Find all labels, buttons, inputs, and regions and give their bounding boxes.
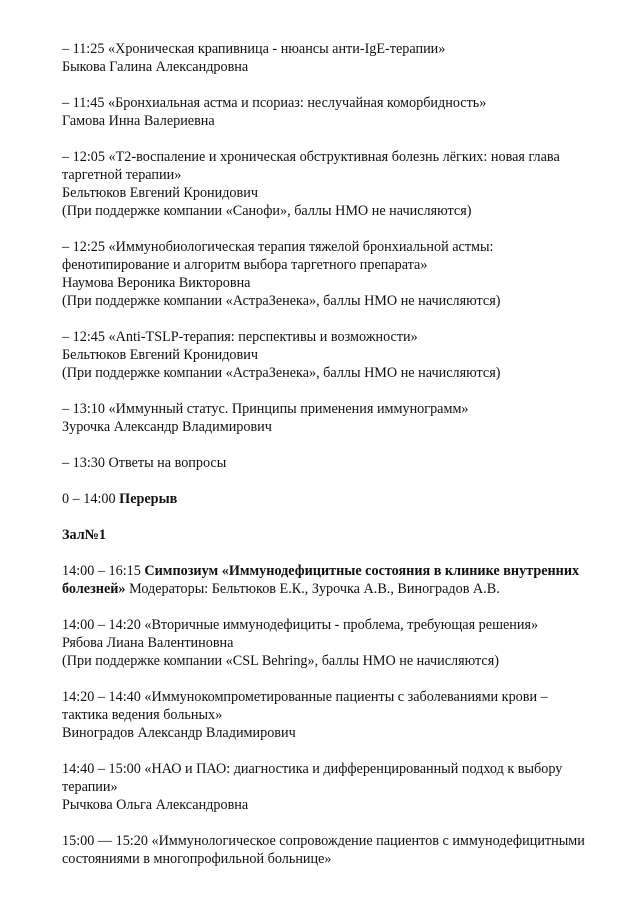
talk-title: «Anti-TSLP-терапия: перспективы и возможности» bbox=[108, 329, 418, 345]
talk-title-line1: «Иммунобиологическая терапия тяжелой бронхиальной астмы: bbox=[108, 239, 494, 255]
talk-item bbox=[62, 760, 622, 814]
speaker-name: Рябова Лиана Валентиновна bbox=[62, 635, 234, 651]
talk-title-line2: тактика ведения больных» bbox=[62, 707, 223, 723]
schedule-item bbox=[62, 148, 622, 220]
hall-heading-block bbox=[62, 526, 622, 544]
schedule-item bbox=[62, 328, 622, 382]
time-slot: – 13:30 bbox=[62, 455, 105, 471]
talk-item bbox=[62, 616, 622, 670]
symposium-item bbox=[62, 562, 622, 598]
talk-title-line1: «НАО и ПАО: диагностика и дифференцированный подход к выбору bbox=[144, 761, 563, 777]
schedule-item bbox=[62, 238, 622, 310]
talk-title: «Хроническая крапивница - нюансы анти-IgE-терапии» bbox=[107, 41, 446, 57]
speaker-name: Зурочка Александр Владимирович bbox=[62, 419, 272, 435]
talk-title-line1: «Иммунологическое сопровождение пациентов с иммунодефицитными bbox=[151, 833, 585, 849]
sponsor-note: (При поддержке компании «Санофи», баллы НМО не начисляются) bbox=[62, 203, 472, 219]
time-slot: – 12:05 bbox=[62, 149, 105, 165]
talk-item bbox=[62, 832, 622, 868]
talk-title-line1: «Иммунокомпрометированные пациенты с заболеваниями крови – bbox=[144, 689, 548, 705]
time-slot: 15:00 — 15:20 bbox=[62, 833, 148, 849]
time-slot: 14:40 – 15:00 bbox=[62, 761, 141, 777]
time-slot: 14:00 – 14:20 bbox=[62, 617, 141, 633]
speaker-name: Виноградов Александр Владимирович bbox=[62, 725, 296, 741]
talk-title: Ответы на вопросы bbox=[108, 455, 227, 471]
speaker-name: Быкова Галина Александровна bbox=[62, 59, 249, 75]
talk-title: «Иммунный статус. Принципы применения иммунограмм» bbox=[108, 401, 469, 417]
schedule-item bbox=[62, 40, 622, 76]
time-slot: 14:20 – 14:40 bbox=[62, 689, 141, 705]
symposium-time: 14:00 – 16:15 bbox=[62, 563, 141, 579]
program-page bbox=[62, 40, 622, 886]
time-slot: – 12:45 bbox=[62, 329, 105, 345]
schedule-item bbox=[62, 454, 622, 472]
speaker-name: Рычкова Ольга Александровна bbox=[62, 797, 249, 813]
talk-title-line2: терапии» bbox=[62, 779, 118, 795]
talk-title: «Вторичные иммунодефициты - проблема, требующая решения» bbox=[144, 617, 539, 633]
sponsor-note: (При поддержке компании «АстраЗенека», баллы НМО не начисляются) bbox=[62, 365, 501, 381]
talk-title-line2: таргетной терапии» bbox=[62, 167, 182, 183]
talk-title-line2: состояниями в многопрофильной больнице» bbox=[62, 851, 332, 867]
time-slot: – 12:25 bbox=[62, 239, 105, 255]
symposium-moderators: Модераторы: Бельтюков Е.К., Зурочка А.В., Виноградов А.В. bbox=[129, 581, 500, 597]
time-slot: – 11:25 bbox=[62, 41, 105, 57]
symposium-title-line1: Симпозиум «Иммунодефицитные состояния в клинике внутренних bbox=[144, 563, 580, 579]
talk-title-line1: «Т2-воспаление и хроническая обструктивная болезнь лёгких: новая глава bbox=[108, 149, 560, 165]
speaker-name: Бельтюков Евгений Кронидович bbox=[62, 185, 258, 201]
symposium-title-line2: болезней» bbox=[62, 581, 126, 597]
speaker-name: Наумова Вероника Викторовна bbox=[62, 275, 251, 291]
time-slot: – 11:45 bbox=[62, 95, 105, 111]
speaker-name: Гамова Инна Валериевна bbox=[62, 113, 215, 129]
sponsor-note: (При поддержке компании «АстраЗенека», баллы НМО не начисляются) bbox=[62, 293, 501, 309]
break-item bbox=[62, 490, 622, 508]
hall-heading: Зал№1 bbox=[62, 527, 107, 543]
break-time: 0 – 14:00 bbox=[62, 491, 116, 507]
break-label: Перерыв bbox=[119, 491, 178, 507]
schedule-item bbox=[62, 94, 622, 130]
talk-title: «Бронхиальная астма и псориаз: неслучайная коморбидность» bbox=[107, 95, 487, 111]
speaker-name: Бельтюков Евгений Кронидович bbox=[62, 347, 258, 363]
talk-item bbox=[62, 688, 622, 742]
sponsor-note: (При поддержке компании «CSL Behring», баллы НМО не начисляются) bbox=[62, 653, 499, 669]
talk-title-line2: фенотипирование и алгоритм выбора таргетного препарата» bbox=[62, 257, 428, 273]
time-slot: – 13:10 bbox=[62, 401, 105, 417]
schedule-item bbox=[62, 400, 622, 436]
